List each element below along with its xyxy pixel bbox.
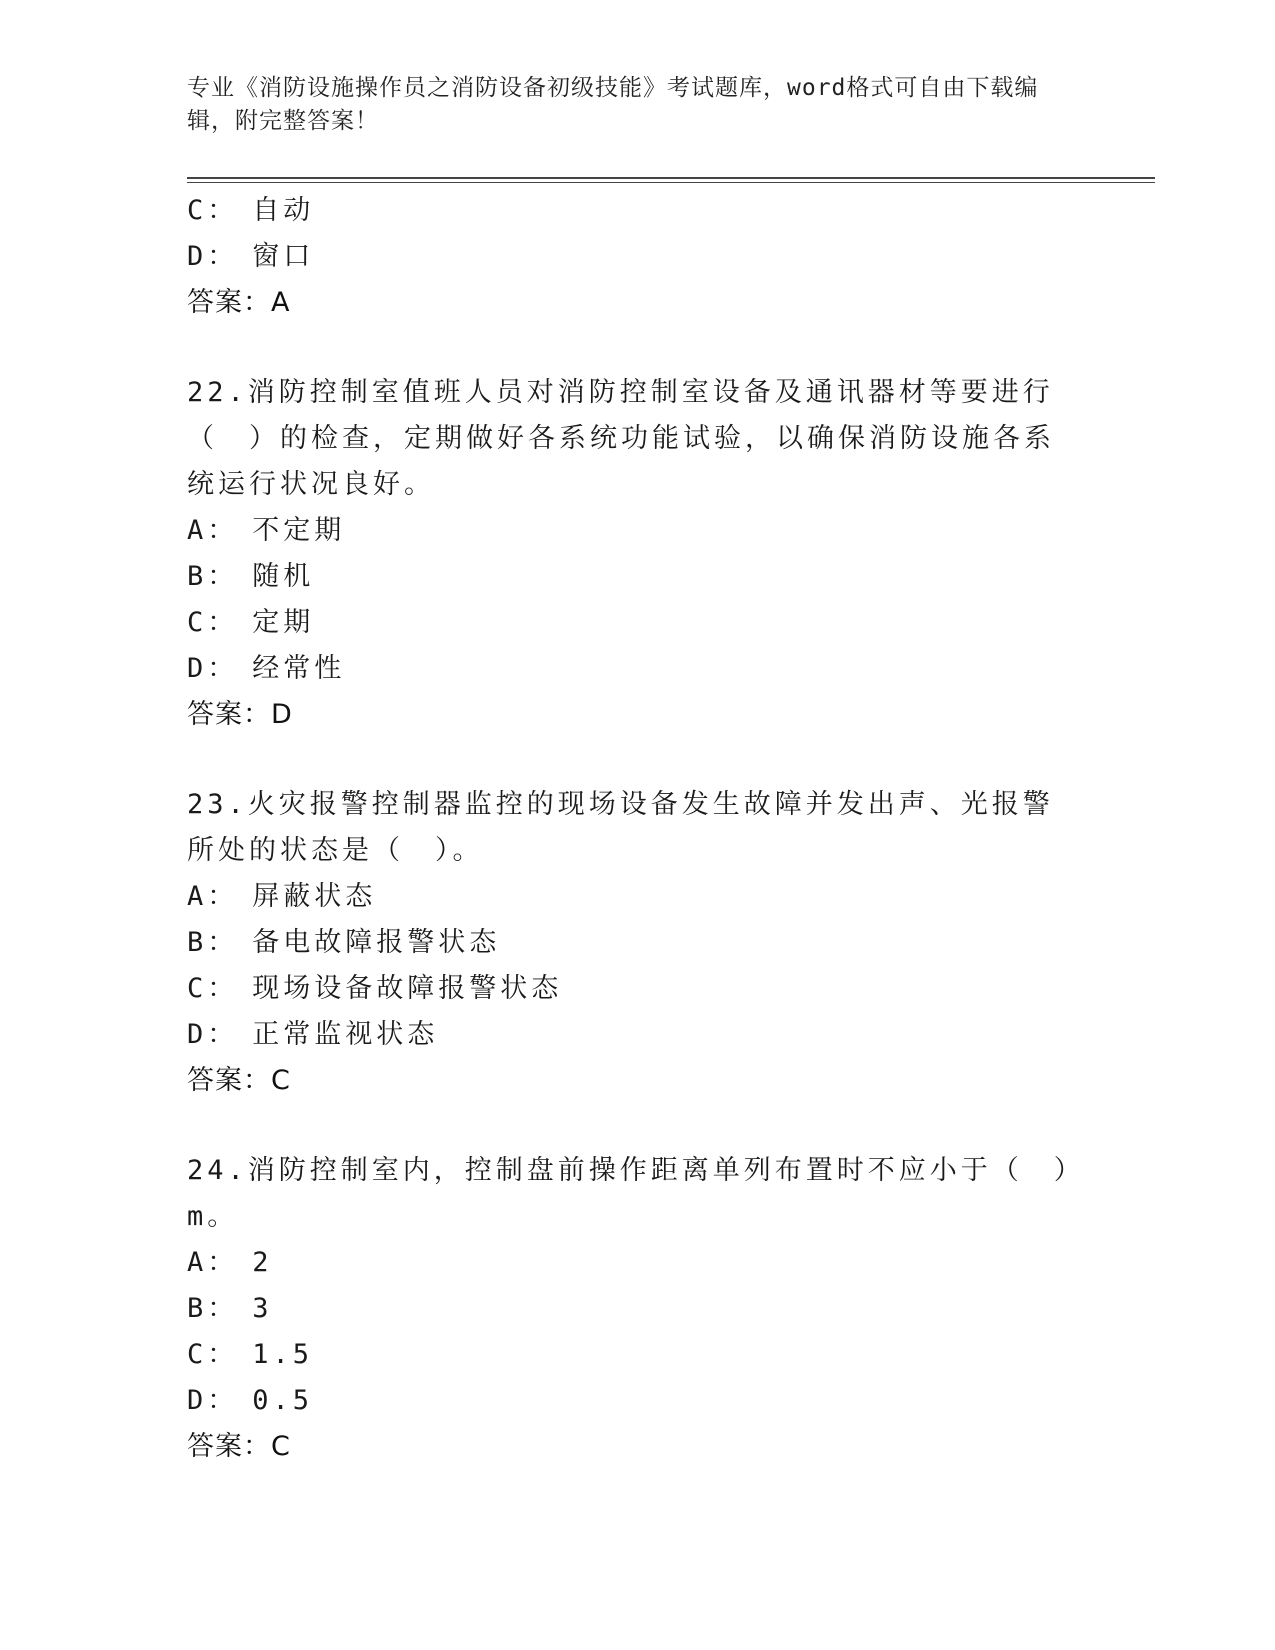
option-text: 现场设备故障报警状态	[252, 973, 563, 1004]
option-label: C：	[187, 195, 239, 226]
option-a	[187, 508, 1087, 554]
option-label: A：	[187, 881, 239, 912]
spacer	[187, 1104, 1087, 1148]
question-24	[187, 1148, 1087, 1470]
question-text: 23.火灾报警控制器监控的现场设备发生故障并发出声、光报警所处的状态是（ ）。	[187, 789, 1054, 866]
option-text: 1.5	[252, 1339, 314, 1370]
option-text: 3	[252, 1293, 273, 1324]
partial-question	[187, 188, 1087, 326]
option-text: 2	[252, 1247, 273, 1278]
option-b	[187, 1286, 1087, 1332]
option-label: C：	[187, 973, 239, 1004]
option-label: B：	[187, 561, 239, 592]
option-d	[187, 1378, 1087, 1424]
question-content	[187, 188, 1087, 1470]
option-text: 备电故障报警状态	[252, 927, 501, 958]
option-text: 窗口	[252, 241, 315, 272]
option-a	[187, 874, 1087, 920]
option-c	[187, 1332, 1087, 1378]
option-label: D：	[187, 1019, 239, 1050]
option-text: 正常监视状态	[252, 1019, 439, 1050]
answer-line: 答案：C	[187, 1431, 291, 1462]
option-label: C：	[187, 1339, 239, 1370]
option-c	[187, 600, 1087, 646]
answer-line: 答案：D	[187, 699, 293, 730]
option-label: B：	[187, 927, 239, 958]
option-text: 随机	[252, 561, 315, 592]
question-22	[187, 370, 1087, 738]
option-label: A：	[187, 1247, 239, 1278]
answer-line: 答案：C	[187, 1065, 291, 1096]
option-text: 定期	[252, 607, 315, 638]
question-text: 22.消防控制室值班人员对消防控制室设备及通讯器材等要进行（ ）的检查，定期做好各系统功能试验，以确保消防设施各系统运行状况良好。	[187, 377, 1055, 500]
header-divider-thin	[187, 182, 1155, 183]
option-label: D：	[187, 1385, 239, 1416]
option-text: 不定期	[252, 515, 346, 546]
option-label: A：	[187, 515, 239, 546]
option-label: D：	[187, 653, 239, 684]
option-label: D：	[187, 241, 239, 272]
spacer	[187, 326, 1087, 370]
spacer	[187, 738, 1087, 782]
header-divider-thick	[187, 177, 1155, 179]
option-text: 0.5	[252, 1385, 314, 1416]
option-label: B：	[187, 1293, 239, 1324]
option-c	[187, 966, 1087, 1012]
document-header: 专业《消防设施操作员之消防设备初级技能》考试题库，word格式可自由下载编辑，附完整答案！	[187, 75, 1039, 134]
option-text: 屏蔽状态	[252, 881, 377, 912]
option-text: 经常性	[252, 653, 346, 684]
option-c	[187, 188, 1087, 234]
option-text: 自动	[252, 195, 315, 226]
option-b	[187, 920, 1087, 966]
answer-line: 答案：A	[187, 287, 291, 318]
option-d	[187, 1012, 1087, 1058]
option-a	[187, 1240, 1087, 1286]
option-label: C：	[187, 607, 239, 638]
question-text: 24.消防控制室内，控制盘前操作距离单列布置时不应小于（ ）m。	[187, 1155, 1072, 1232]
option-d	[187, 646, 1087, 692]
option-d	[187, 234, 1087, 280]
option-b	[187, 554, 1087, 600]
question-23	[187, 782, 1087, 1104]
